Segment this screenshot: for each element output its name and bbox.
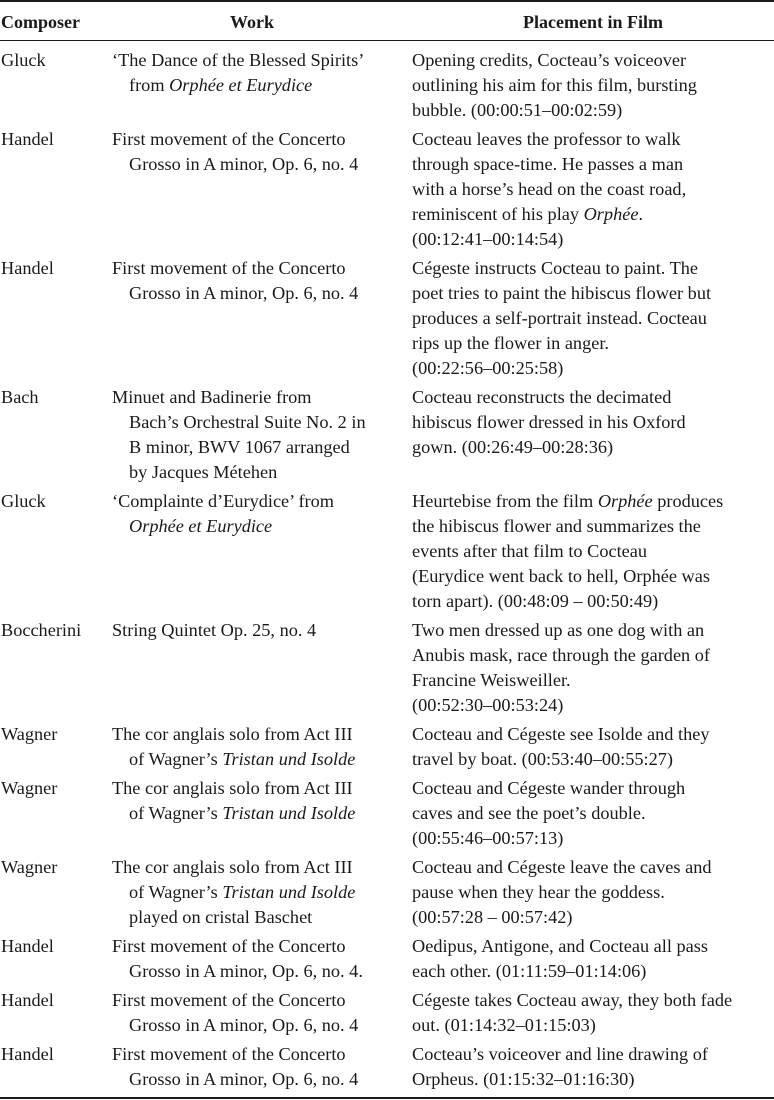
text-segment: Minuet and Badinerie from [112,387,312,407]
work-cell-line [112,801,355,826]
text-segment: produces [652,491,724,511]
work-cell-line [112,281,358,306]
placement-cell-line [412,959,708,984]
placement-cell-line [412,905,711,930]
text-segment: gown. (00:26:49–00:28:36) [412,437,614,457]
header-placement: Placement in Film [523,12,663,32]
composer-cell: Bach [1,387,39,407]
composer-cell: Gluck [1,491,46,511]
work-cell [112,776,355,826]
text-segment: Grosso in A minor, Op. 6, no. 4 [129,154,359,174]
text-segment: Tristan und Isolde [222,803,356,823]
text-segment: First movement of the Concerto [112,990,346,1010]
text-segment: Orpheus. (01:15:32–01:16:30) [412,1069,635,1089]
text-segment: Cégeste takes Cocteau away, they both fade [412,990,733,1010]
work-cell-line [112,776,355,801]
work-cell [112,1042,358,1092]
placement-cell-line [412,435,686,460]
placement-cell-line [412,306,711,331]
text-segment: of Wagner’s [129,749,223,769]
work-cell-line [112,489,334,514]
text-segment: ‘The Dance of the Blessed Spirits’ [112,50,365,70]
placement-cell-line [412,489,723,514]
placement-cell-line [412,48,697,73]
text-segment: B minor, BWV 1067 arranged [129,437,350,457]
text-segment: Cocteau’s voiceover and line drawing of [412,1044,708,1064]
placement-cell [412,988,732,1038]
text-segment: Francine Weisweiller. [412,670,571,690]
text-segment: Heurtebise from the film [412,491,598,511]
placement-cell-line [412,776,685,801]
header-work: Work [229,12,274,32]
text-segment: Tristan und Isolde [222,749,356,769]
placement-cell-line [412,256,711,281]
composer-cell: Wagner [1,857,58,877]
text-segment: each other. (01:11:59–01:14:06) [412,961,647,981]
text-segment: Bach’s Orchestral Suite No. 2 in [129,412,366,432]
text-segment: Cocteau and Cégeste wander through [412,778,686,798]
work-cell-line [112,127,358,152]
text-segment: Anubis mask, race through the garden of [412,645,710,665]
work-cell [112,988,358,1038]
text-segment: from [129,75,170,95]
text-segment: (Eurydice went back to hell, Orphée was [412,566,710,586]
work-cell-line [112,855,355,880]
placement-cell [412,48,697,123]
placement-cell-line [412,1067,708,1092]
placement-cell [412,385,686,460]
composer-cell: Boccherini [1,620,82,640]
text-segment: Cocteau and Cégeste see Isolde and they [412,724,710,744]
text-segment: torn apart). (00:48:09 – 00:50:49) [412,591,659,611]
work-cell-line [112,959,363,984]
work-cell-line [112,1013,358,1038]
text-segment: First movement of the Concerto [112,129,346,149]
header-rule [0,40,774,41]
work-cell-line [112,1067,358,1092]
placement-cell [412,722,709,772]
placement-cell-line [412,73,697,98]
work-cell-line [112,152,358,177]
placement-cell-line [412,1013,732,1038]
text-segment: (00:52:30–00:53:24) [412,695,564,715]
text-segment: Grosso in A minor, Op. 6, no. 4. [129,961,363,981]
placement-cell-line [412,152,686,177]
placement-cell-line [412,855,711,880]
text-segment: Grosso in A minor, Op. 6, no. 4 [129,1015,359,1035]
work-cell [112,855,355,930]
placement-cell [412,127,686,252]
work-cell [112,48,364,98]
work-cell-line [112,410,366,435]
work-cell-line [112,880,355,905]
placement-cell [412,1042,708,1092]
placement-cell [412,489,723,614]
text-segment: Orphée et Eurydice [129,516,273,536]
work-cell [112,722,355,772]
text-segment: pause when they hear the goddess. [412,882,665,902]
text-segment: produces a self-portrait instead. Cocteau [412,308,707,328]
placement-cell-line [412,385,686,410]
text-segment: First movement of the Concerto [112,258,346,278]
text-segment: ‘Complainte d’Eurydice’ from [112,491,335,511]
text-segment: hibiscus flower dressed in his Oxford [412,412,686,432]
text-segment: Orphée et Eurydice [169,75,313,95]
work-cell-line [112,514,334,539]
work-cell-line [112,747,355,772]
placement-cell [412,618,710,718]
text-segment: bubble. (00:00:51–00:02:59) [412,100,623,120]
placement-cell-line [412,934,708,959]
text-segment: travel by boat. (00:53:40–00:55:27) [412,749,673,769]
text-segment: The cor anglais solo from Act III [112,857,353,877]
placement-cell [412,934,708,984]
placement-cell-line [412,668,710,693]
placement-cell-line [412,331,711,356]
work-cell-line [112,435,366,460]
composer-cell: Gluck [1,50,46,70]
composer-cell: Handel [1,990,54,1010]
text-segment: Cégeste instructs Cocteau to paint. The [412,258,699,278]
text-segment: Cocteau leaves the professor to walk [412,129,681,149]
placement-cell-line [412,98,697,123]
text-segment: by Jacques Métehen [129,462,278,482]
text-segment: Grosso in A minor, Op. 6, no. 4 [129,283,359,303]
work-cell-line [112,618,316,643]
text-segment: Orphée [597,491,653,511]
placement-cell-line [412,722,709,747]
placement-cell-line [412,177,686,202]
work-cell [112,256,358,306]
text-segment: of Wagner’s [129,803,223,823]
placement-cell-line [412,281,711,306]
text-segment: poet tries to paint the hibiscus flower but [412,283,712,303]
text-segment: Grosso in A minor, Op. 6, no. 4 [129,1069,359,1089]
placement-cell-line [412,589,723,614]
placement-cell-line [412,988,732,1013]
work-cell-line [112,256,358,281]
text-segment: First movement of the Concerto [112,1044,346,1064]
text-segment: caves and see the poet’s double. [412,803,646,823]
work-cell-line [112,73,364,98]
placement-cell [412,855,711,930]
text-segment: First movement of the Concerto [112,936,346,956]
text-segment: of Wagner’s [129,882,223,902]
text-segment: the hibiscus flower and summarizes the [412,516,701,536]
work-cell [112,385,366,485]
text-segment: played on cristal Baschet [129,907,313,927]
work-cell [112,934,363,984]
text-segment: rips up the flower in anger. [412,333,609,353]
work-cell-line [112,934,363,959]
text-segment: Orphée [583,204,639,224]
text-segment: The cor anglais solo from Act III [112,724,353,744]
text-segment: (00:55:46–00:57:13) [412,828,564,848]
text-segment: (00:57:28 – 00:57:42) [412,907,573,927]
work-cell [112,127,358,177]
text-segment: Tristan und Isolde [222,882,356,902]
work-cell-line [112,905,355,930]
text-segment: Two men dressed up as one dog with an [412,620,705,640]
text-segment: events after that film to Cocteau [412,541,648,561]
header-composer: Composer [1,12,80,32]
placement-cell-line [412,693,710,718]
placement-cell-line [412,564,723,589]
text-segment: outlining his aim for this film, bursting [412,75,697,95]
placement-cell-line [412,618,710,643]
composer-cell: Wagner [1,724,58,744]
placement-cell-line [412,1042,708,1067]
placement-cell [412,776,685,851]
work-cell [112,618,316,643]
text-segment: Opening credits, Cocteau’s voiceover [412,50,687,70]
placement-cell-line [412,643,710,668]
placement-cell-line [412,356,711,381]
placement-cell-line [412,826,685,851]
work-cell-line [112,385,366,410]
work-cell-line [112,460,366,485]
placement-cell-line [412,801,685,826]
text-segment: out. (01:14:32–01:15:03) [412,1015,596,1035]
table-top-rule [0,0,774,2]
placement-cell-line [412,880,711,905]
placement-cell-line [412,227,686,252]
placement-cell [412,256,711,381]
work-cell-line [112,1042,358,1067]
text-segment: Oedipus, Antigone, and Cocteau all pass [412,936,708,956]
placement-cell-line [412,202,686,227]
composer-cell: Handel [1,936,54,956]
text-segment: Cocteau and Cégeste leave the caves and [412,857,712,877]
text-segment: The cor anglais solo from Act III [112,778,353,798]
work-cell-line [112,48,364,73]
work-cell-line [112,988,358,1013]
table-bottom-rule [0,1097,774,1099]
composer-cell: Handel [1,129,54,149]
text-segment: through space-time. He passes a man [412,154,684,174]
placement-cell-line [412,747,709,772]
work-cell-line [112,722,355,747]
text-segment: Cocteau reconstructs the decimated [412,387,672,407]
placement-cell-line [412,539,723,564]
composer-cell: Handel [1,1044,54,1064]
text-segment: (00:12:41–00:14:54) [412,229,564,249]
work-cell [112,489,334,539]
placement-cell-line [412,127,686,152]
text-segment: String Quintet Op. 25, no. 4 [112,620,317,640]
text-segment: . [638,204,644,224]
composer-cell: Handel [1,258,54,278]
composer-cell: Wagner [1,778,58,798]
placement-cell-line [412,410,686,435]
text-segment: with a horse’s head on the coast road, [412,179,687,199]
placement-cell-line [412,514,723,539]
text-segment: reminiscent of his play [412,204,584,224]
text-segment: (00:22:56–00:25:58) [412,358,564,378]
